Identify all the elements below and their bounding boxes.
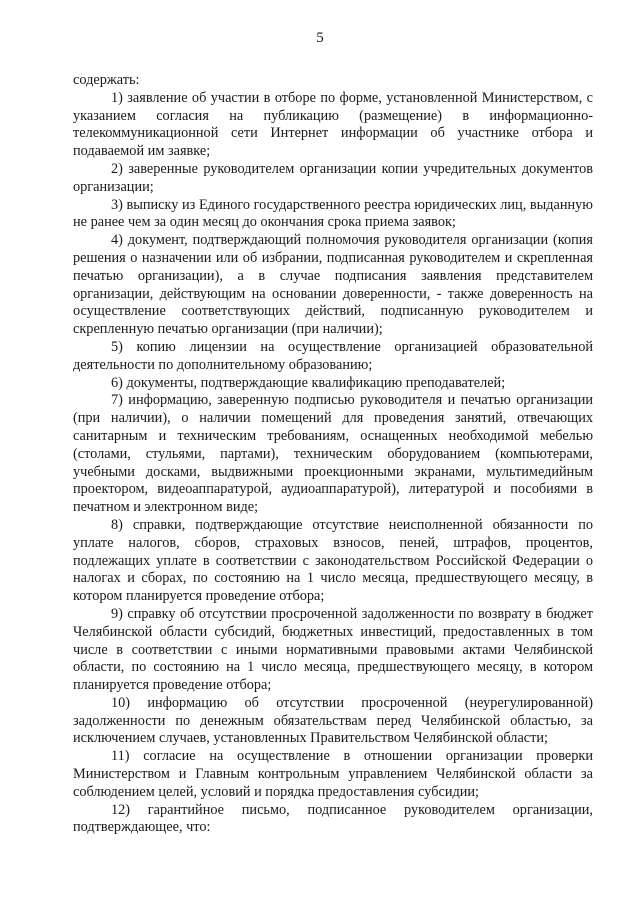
intro-paragraph: содержать: bbox=[73, 72, 140, 88]
list-item: 7) информацию, заверенную подписью руководителя и печатью организации (при наличии), о наличии помещений для проведения занятий, отвечающих санитарным и техническим требованиям, оснащенных необходимой мебелью (столами, стульями, партами), техническим оборудованием (компьютерами, учебными досками, выдвижными проекционными экранами, мультимедийным проектором, видеоаппаратурой, аудиоаппаратурой), литературой и пособиями в печатном и электронном виде; bbox=[73, 392, 593, 516]
list-item: 6) документы, подтверждающие квалификацию преподавателей; bbox=[111, 374, 506, 391]
list-item: 12) гарантийное письмо, подписанное руководителем организации, подтверждающее, что: bbox=[73, 801, 593, 836]
page-number: 5 bbox=[316, 30, 324, 46]
list-item: 9) справку об отсутствии просроченной задолженности по возврату в бюджет Челябинской области субсидий, бюджетных инвестиций, предоставленных в том числе в соответствии с иными нормативными правовыми актами Челябинской области, по состоянию на 1 число месяца, предшествующего месяцу, в котором планируется проведение отбора; bbox=[73, 605, 593, 694]
list-item: 3) выписку из Единого государственного реестра юридических лиц, выданную не ранее чем за один месяц до окончания срока приема заявок; bbox=[73, 196, 593, 231]
list-item: 4) документ, подтверждающий полномочия руководителя организации (копия решения о назначении или об избрании, подписанная руководителем и скрепленная печатью организации), а в случае подписания заявления представителем организации, действующим на основании доверенности, - также доверенность на осуществление соответствующих действий, подписанную руководителем и скрепленную печатью организации (при наличии); bbox=[73, 232, 593, 338]
list-item: 11) согласие на осуществление в отношении организации проверки Министерством и Главным контрольным управлением Челябинской области за соблюдением целей, условий и порядка предоставления субсидии; bbox=[73, 748, 593, 800]
list-item: 5) копию лицензии на осуществление организацией образовательной деятельности по дополнительному образованию; bbox=[73, 338, 593, 373]
document-body bbox=[73, 72, 593, 837]
list-item: 8) справки, подтверждающие отсутствие неисполненной обязанности по уплате налогов, сборов, страховых взносов, пеней, штрафов, процентов, подлежащих уплате в соответствии с законодательством Российской Федерации о налогах и сборах, по состоянию на 1 число месяца, предшествующего месяцу, в котором планируется проведение отбора; bbox=[73, 516, 593, 605]
list-item: 1) заявление об участии в отборе по форме, установленной Министерством, с указанием согласия на публикацию (размещение) в информационно-телекоммуникационной сети Интернет информации об участнике отбора и подаваемой им заявке; bbox=[73, 89, 593, 160]
list-item: 2) заверенные руководителем организации копии учредительных документов организации; bbox=[73, 160, 593, 195]
list-item: 10) информацию об отсутствии просроченной (неурегулированной) задолженности по денежным обязательствам перед Челябинской областью, за исключением случаев, установленных Правительством Челябинской области; bbox=[73, 694, 593, 747]
